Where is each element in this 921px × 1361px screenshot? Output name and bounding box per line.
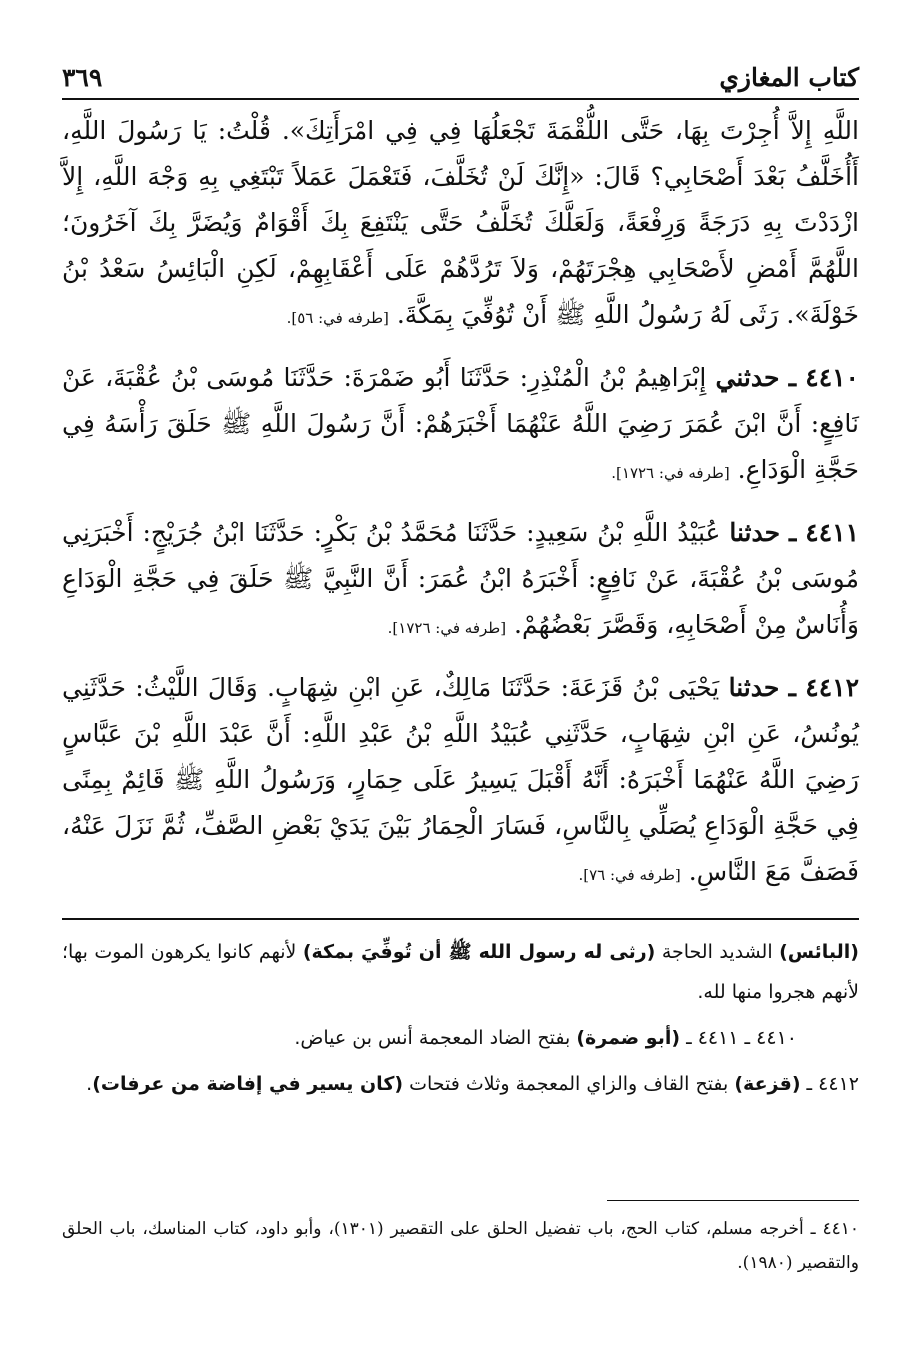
commentary-notes [62,932,859,1104]
chapter-title: كتاب المغازي [719,63,859,92]
footnote: ٤٤١٠ ـ أخرجه مسلم، كتاب الحج، باب تفضيل الحلق على التقصير (١٣٠١)، وأبو داود، كتاب المناسك، باب الحلق والتقصير (١٩٨٠). [62,1219,860,1273]
hadith-lead: حدثنا [729,518,781,547]
note-number: ٤٤١٠ ـ ٤٤١١ ـ [680,1027,797,1049]
note-text: لأنهم كانوا يكرهون الموت بها؛ لأنهم هجروا منها لله. [62,941,859,1003]
hadith-number: ٤٤١١ [805,518,859,547]
cross-reference: [طرفه في: ١٧٢٦]. [387,619,507,637]
paragraph-text: اللَّهِ إِلاَّ أُجِرْتَ بِهَا، حَتَّى اللُّقْمَةَ تَجْعَلُهَا فِي فِي امْرَأَتِكَ». قُلْتُ: يَا رَسُولَ اللَّهِ، أَأُخَلَّفُ بَعْدَ أَصْحَابِي؟ قَالَ: «إِنَّكَ لَنْ تُخَلَّفَ، فَتَعْمَلَ عَمَلاً تَبْتَغِي بِهِ وَجْهَ اللَّهِ، إِلاَّ ازْدَدْتَ بِهِ دَرَجَةً وَرِفْعَةً، وَلَعَلَّكَ تُخَلَّفُ حَتَّى يَنْتَفِعَ بِكَ أَقْوَامٌ وَيُضَرَّ بِكَ آخَرُونَ؛ اللَّهُمَّ أَمْضِ لأَصْحَابِي هِجْرَتَهُمْ، وَلاَ تَرُدَّهُمْ عَلَى أَعْقَابِهِمْ، لَكِنِ الْبَائِسُ سَعْدُ بْنُ خَوْلَةَ». رَثَى لَهُ رَسُولُ اللَّهِ ﷺ أَنْ تُوُفِّيَ بِمَكَّةَ. [62,116,859,329]
hadith-number: ٤٤١٠ [805,363,859,392]
commentary-note [62,932,859,1012]
hadith-paragraph: ٤٤١٢ ـ حدثنا يَحْيَى بْنُ قَزَعَةَ: حَدَّثَنَا مَالِكٌ، عَنِ ابْنِ شِهَابٍ. وَقَالَ اللَّيْثُ: حَدَّثَنِي يُونُسُ، عَنِ ابْنِ شِهَابٍ، حَدَّثَنِي عُبَيْدُ اللَّهِ بْنُ عَبْدِ اللَّهِ: أَنَّ عَبْدَ اللَّهِ بْنَ عَبَّاسٍ رَضِيَ اللَّهُ عَنْهُمَا أَخْبَرَهُ: أَنَّهُ أَقْبَلَ يَسِيرُ عَلَى حِمَارٍ، وَرَسُولُ اللَّهِ ﷺ قَائِمٌ بِمِنًى فِي حَجَّةِ الْوَدَاعِ يُصَلِّي بِالنَّاسِ، فَسَارَ الْحِمَارُ بَيْنَ يَدَيْ بَعْضِ الصَّفِّ، ثُمَّ نَزَلَ عَنْهُ، فَصَفَّ مَعَ النَّاسِ. [طرفه في: ٧٦]. [62,673,860,886]
note-term: (كان يسير في إفاضة من عرفات) [92,1073,404,1095]
hadith-paragraph [62,108,859,341]
note-term: (قزعة) [734,1073,801,1095]
page-number: ٣٦٩ [62,63,103,92]
hadith-text [62,108,859,898]
paragraph-text: عُبَيْدُ اللَّهِ بْنُ سَعِيدٍ: حَدَّثَنَا مُحَمَّدُ بْنُ بَكْرٍ: حَدَّثَنَا ابْنُ جُرَيْجٍ: أَخْبَرَنِي مُوسَى بْنُ عُقْبَةَ، عَنْ نَافِعٍ: أَخْبَرَهُ ابْنُ عُمَرَ: أَنَّ النَّبِيَّ ﷺ حَلَقَ فِي حَجَّةِ الْوَدَاعِ وَأُنَاسٌ مِنْ أَصْحَابِهِ، وَقَصَّرَ بَعْضُهُمْ. [62,518,859,639]
note-text: بفتح الضاد المعجمة أنس بن عياض. [294,1027,577,1049]
hadith-lead: حدثني [715,363,780,392]
commentary-note [62,1018,859,1058]
cross-reference: [طرفه في: ٧٦]. [578,866,681,884]
paragraph-text: يَحْيَى بْنُ قَزَعَةَ: حَدَّثَنَا مَالِكٌ، عَنِ ابْنِ شِهَابٍ. وَقَالَ اللَّيْثُ: حَدَّثَنِي يُونُسُ، عَنِ ابْنِ شِهَابٍ، حَدَّثَنِي عُبَيْدُ اللَّهِ بْنُ عَبْدِ اللَّهِ: أَنَّ عَبْدَ اللَّهِ بْنَ عَبَّاسٍ رَضِيَ اللَّهُ عَنْهُمَا أَخْبَرَهُ: أَنَّهُ أَقْبَلَ يَسِيرُ عَلَى حِمَارٍ، وَرَسُولُ اللَّهِ ﷺ قَائِمٌ بِمِنًى فِي حَجَّةِ الْوَدَاعِ يُصَلِّي بِالنَّاسِ، فَسَارَ الْحِمَارُ بَيْنَ يَدَيْ بَعْضِ الصَّفِّ، ثُمَّ نَزَلَ عَنْهُ، فَصَفَّ مَعَ النَّاسِ. [62,673,859,886]
note-term: (أبو ضمرة) [576,1027,681,1049]
hadith-number: ٤٤١٢ [805,673,860,702]
hadith-lead: حدثنا [728,673,780,702]
paragraph-text: إِبْرَاهِيمُ بْنُ الْمُنْذِرِ: حَدَّثَنَا أَبُو ضَمْرَةَ: حَدَّثَنَا مُوسَى بْنُ عُقْبَةَ، عَنْ نَافِعٍ: أَنَّ ابْنَ عُمَرَ رَضِيَ اللَّهُ عَنْهُمَا أَخْبَرَهُمْ: أَنَّ رَسُولَ اللَّهِ ﷺ حَلَقَ رَأْسَهُ فِي حَجَّةِ الْوَدَاعِ. [62,363,859,484]
cross-reference: [طرفه في: ١٧٢٦]. [611,464,730,482]
footnote-divider [607,1200,859,1201]
hadith-paragraph: ٤٤١١ ـ حدثنا عُبَيْدُ اللَّهِ بْنُ سَعِيدٍ: حَدَّثَنَا مُحَمَّدُ بْنُ بَكْرٍ: حَدَّثَنَا ابْنُ جُرَيْجٍ: أَخْبَرَنِي مُوسَى بْنُ عُقْبَةَ، عَنْ نَافِعٍ: أَخْبَرَهُ ابْنُ عُمَرَ: أَنَّ النَّبِيَّ ﷺ حَلَقَ فِي حَجَّةِ الْوَدَاعِ وَأُنَاسٌ مِنْ أَصْحَابِهِ، وَقَصَّرَ بَعْضُهُمْ. [طرفه في: ١٧٢٦]. [62,518,859,639]
hadith-paragraph: ٤٤١٠ ـ حدثني إِبْرَاهِيمُ بْنُ الْمُنْذِرِ: حَدَّثَنَا أَبُو ضَمْرَةَ: حَدَّثَنَا مُوسَى بْنُ عُقْبَةَ، عَنْ نَافِعٍ: أَنَّ ابْنَ عُمَرَ رَضِيَ اللَّهُ عَنْهُمَا أَخْبَرَهُمْ: أَنَّ رَسُولَ اللَّهِ ﷺ حَلَقَ رَأْسَهُ فِي حَجَّةِ الْوَدَاعِ. [طرفه في: ١٧٢٦]. [62,363,859,484]
cross-reference: [طرفه في: ٥٦]. [286,309,389,327]
note-text: . [86,1073,93,1095]
note-term: (رثى له رسول الله ﷺ أن تُوفِّيَ بمكة) [302,941,656,963]
page-header [62,50,859,100]
note-number: ٤٤١٢ ـ [800,1073,859,1095]
commentary-note [62,1064,859,1104]
note-term: (البائس) [779,941,859,963]
note-text: بفتح القاف والزاي المعجمة وثلاث فتحات [403,1073,735,1095]
note-text: الشديد الحاجة [655,941,780,963]
commentary-divider [62,918,859,920]
